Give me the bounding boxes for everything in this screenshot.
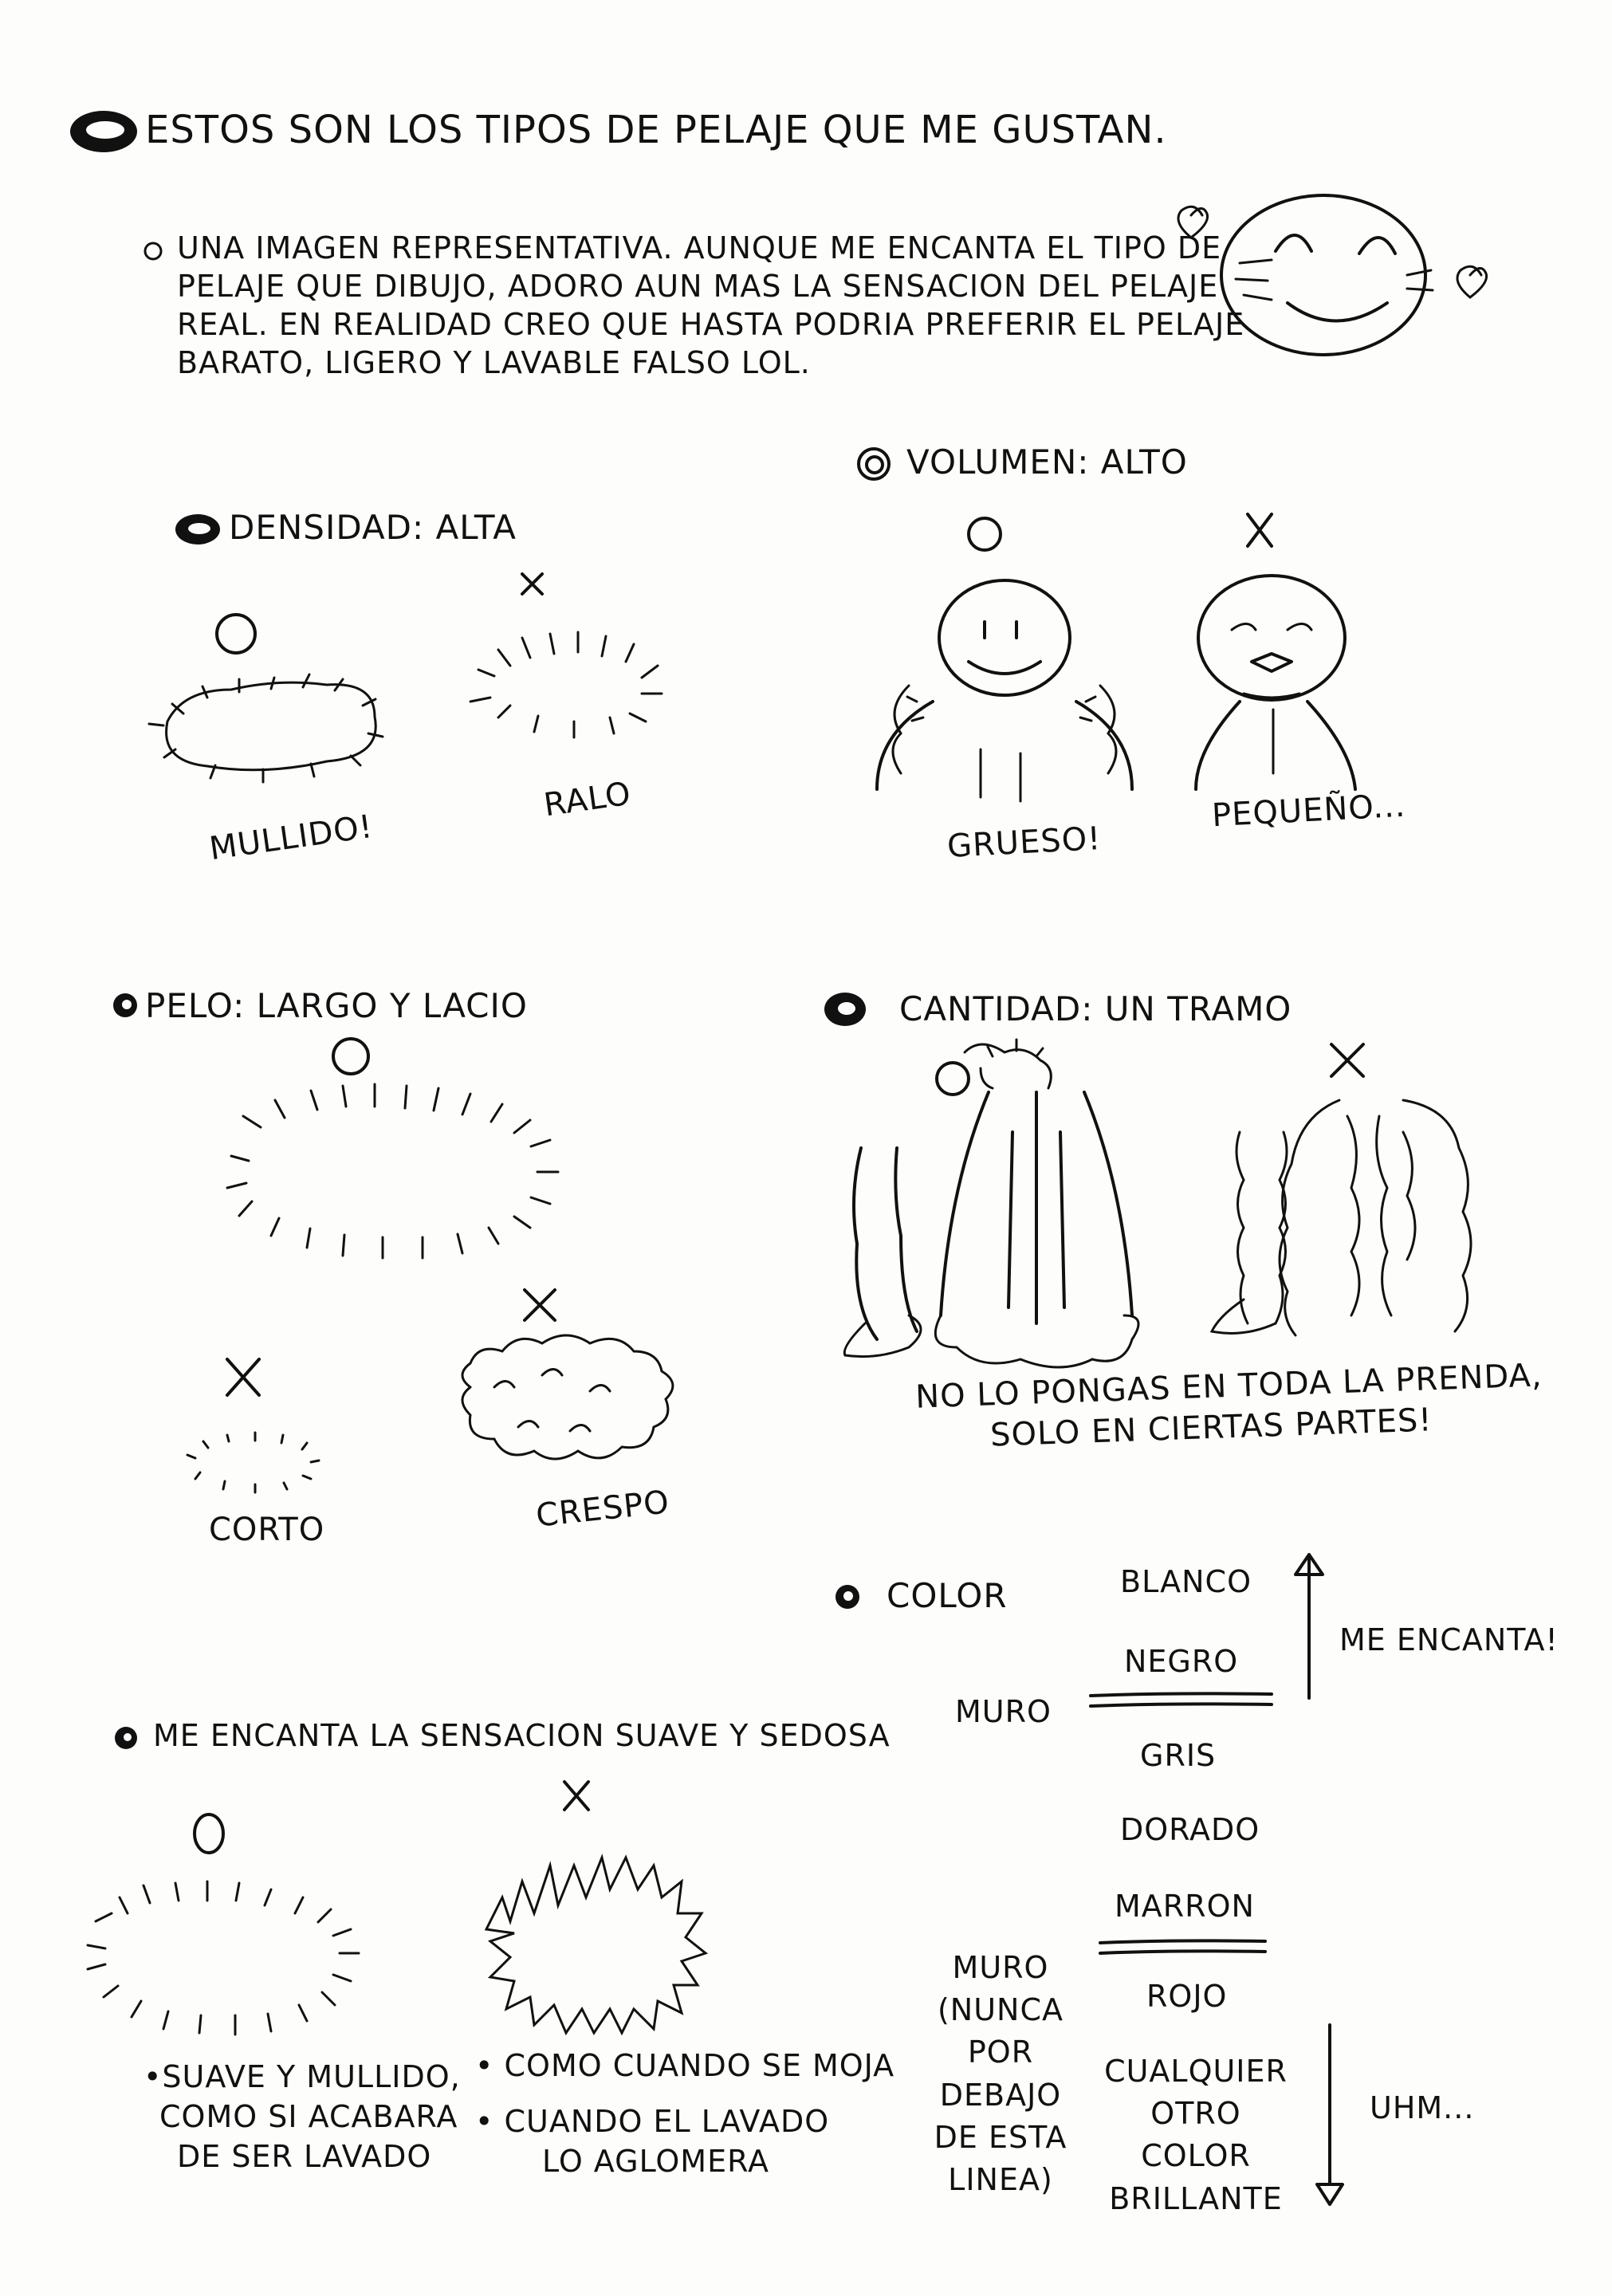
title-bullet-icon bbox=[70, 111, 137, 152]
matted-fur-drawing bbox=[486, 1782, 706, 2033]
color-item: ROJO bbox=[1146, 1979, 1228, 2014]
color-love-label: ME ENCANTA! bbox=[1339, 1622, 1559, 1657]
color-item: GRIS bbox=[1140, 1738, 1217, 1773]
feel-bad-note-text: COMO CUANDO SE MOJA bbox=[504, 2048, 895, 2083]
color-wall2-line: LINEA) bbox=[948, 2161, 1053, 2197]
hair-frizzy-label: CRESPO bbox=[534, 1484, 671, 1535]
volume-bullet-icon bbox=[859, 449, 889, 479]
color-bottom-block bbox=[1096, 2050, 1295, 2220]
feel-bad-note-line: • COMO CUANDO SE MOJA bbox=[475, 2048, 895, 2083]
volume-good-label: GRUESO! bbox=[946, 820, 1103, 866]
intro-bullet-icon bbox=[145, 243, 161, 259]
color-wall2-line: DEBAJO bbox=[939, 2077, 1062, 2113]
soft-fur-drawing bbox=[88, 1814, 359, 2035]
full-fur-garment bbox=[1212, 1044, 1471, 1335]
color-item: CUALQUIER bbox=[1104, 2054, 1288, 2089]
long-hair-fur-drawing bbox=[227, 1039, 558, 1258]
density-heading: DENSIDAD: ALTA bbox=[229, 508, 517, 547]
good-mark-legend: ○ bbox=[1563, 2263, 1578, 2282]
color-item: BRILLANTE bbox=[1109, 2180, 1283, 2216]
quantity-note-line: SOLO EN CIERTAS PARTES! bbox=[989, 1402, 1433, 1454]
quantity-note-line: NO LO PONGAS EN TODA LA PRENDA, bbox=[914, 1357, 1543, 1416]
density-bad-label: RALO bbox=[541, 775, 634, 824]
feel-bad-note-line: • CUANDO EL LAVADO bbox=[475, 2104, 830, 2139]
color-item: COLOR bbox=[1141, 2138, 1251, 2174]
color-wall2-line: DE ESTA bbox=[934, 2119, 1067, 2155]
color-item: BLANCO bbox=[1120, 1564, 1252, 1599]
sparse-fur-drawing bbox=[470, 574, 662, 737]
color-wall-label: MURO bbox=[955, 1694, 1052, 1729]
quantity-heading: CANTIDAD: UN TRAMO bbox=[899, 989, 1292, 1028]
feel-bad-note-text: CUANDO EL LAVADO bbox=[504, 2104, 830, 2139]
intro-line: REAL. EN REALIDAD CREO QUE HASTA PODRIA PREFERIR EL PELAJE bbox=[177, 307, 1245, 342]
partial-fur-garment bbox=[844, 1040, 1138, 1367]
feel-good-note-text: SUAVE Y MULLIDO, bbox=[162, 2059, 461, 2094]
color-item: OTRO bbox=[1150, 2096, 1241, 2132]
color-wall2-line: (NUNCA bbox=[937, 1992, 1064, 2028]
arrow-down-icon bbox=[1317, 2025, 1343, 2204]
feel-bullet-icon bbox=[115, 1727, 137, 1749]
quantity-bullet-icon bbox=[824, 993, 866, 1026]
color-meh-label: UHM... bbox=[1370, 2090, 1475, 2125]
smiley-face-icon bbox=[1221, 195, 1433, 355]
color-heading: COLOR bbox=[887, 1576, 1008, 1615]
density-good-label: MULLIDO! bbox=[206, 808, 375, 868]
intro-line: BARATO, LIGERO Y LAVABLE FALSO LOL. bbox=[177, 345, 811, 380]
color-wall2-block bbox=[921, 1947, 1080, 2201]
bad-mark-legend: × bbox=[1583, 2263, 1597, 2282]
hair-short-label: CORTO bbox=[209, 1512, 325, 1548]
feel-good-note-line: •SUAVE Y MULLIDO, bbox=[144, 2059, 461, 2094]
color-wall-line-1 bbox=[1091, 1693, 1272, 1706]
frizzy-hair-fur-drawing bbox=[462, 1290, 673, 1459]
hair-bullet-icon bbox=[113, 993, 137, 1017]
intro-line: UNA IMAGEN REPRESENTATIVA. AUNQUE ME ENCANTA EL TIPO DE bbox=[177, 230, 1222, 265]
short-hair-fur-drawing bbox=[187, 1359, 319, 1492]
volume-heading: VOLUMEN: ALTO bbox=[906, 442, 1188, 482]
feel-good-note-line: COMO SI ACABARA bbox=[159, 2099, 458, 2134]
feel-good-note-line: DE SER LAVADO bbox=[177, 2139, 432, 2174]
color-item: NEGRO bbox=[1124, 1644, 1239, 1679]
intro-line: PELAJE QUE DIBUJO, ADORO AUN MAS LA SENSACION DEL PELAJE bbox=[177, 269, 1219, 304]
color-wall2-line: MURO bbox=[952, 1950, 1049, 1985]
color-item: MARRON bbox=[1115, 1889, 1255, 1924]
feel-bad-note-line: LO AGLOMERA bbox=[542, 2144, 769, 2179]
color-wall-line-2 bbox=[1100, 1940, 1265, 1953]
hair-heading: PELO: LARGO Y LACIO bbox=[145, 986, 528, 1025]
volume-bad-label: PEQUEÑO... bbox=[1210, 787, 1407, 835]
color-wall2-line: POR bbox=[967, 2035, 1034, 2070]
thick-collar-figure bbox=[877, 518, 1132, 801]
color-bullet-icon bbox=[835, 1585, 859, 1609]
density-bullet-icon bbox=[175, 514, 220, 545]
dense-fur-drawing bbox=[149, 615, 383, 782]
color-item: DORADO bbox=[1120, 1812, 1260, 1847]
heart-icon bbox=[1457, 266, 1487, 297]
page-title: ESTOS SON LOS TIPOS DE PELAJE QUE ME GUSTAN. bbox=[145, 108, 1167, 152]
feel-heading: ME ENCANTA LA SENSACION SUAVE Y SEDOSA bbox=[153, 1718, 891, 1753]
arrow-up-icon bbox=[1295, 1555, 1323, 1698]
thin-collar-figure bbox=[1196, 514, 1355, 789]
